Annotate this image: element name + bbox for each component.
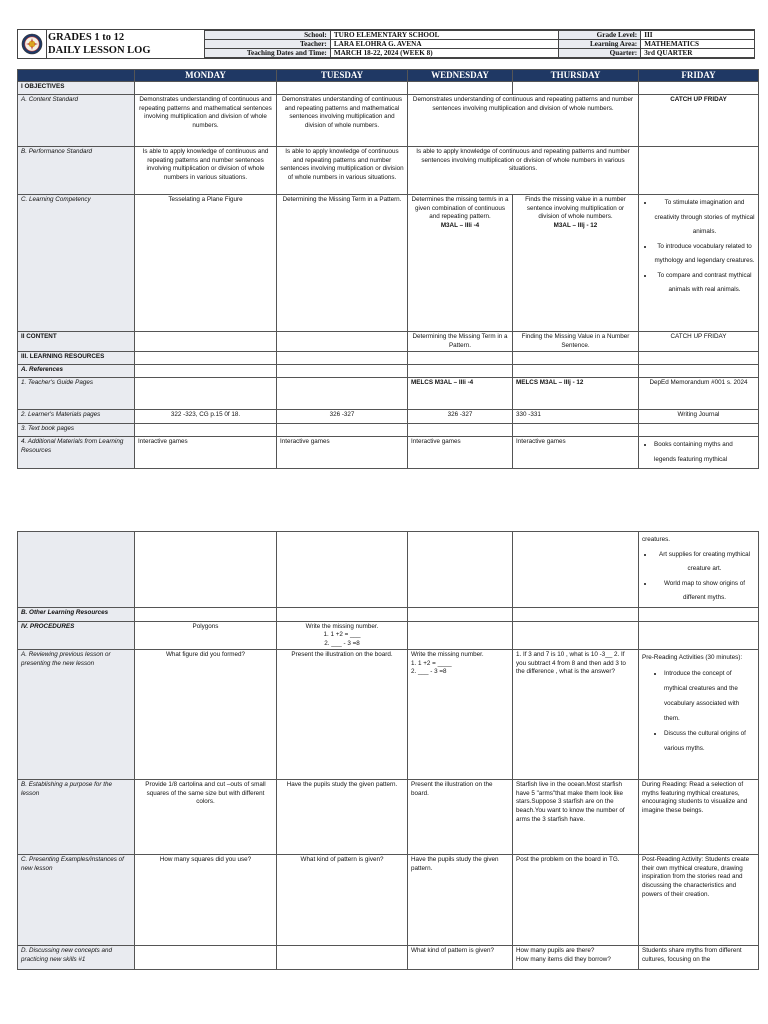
review-row <box>18 650 759 780</box>
discussing-fri: Students share myths from different cultures, focusing on the <box>639 946 759 970</box>
performance-standard-tue: Is able to apply knowledge of continuous and repeating patterns and number sentences involving multiplication or division of whole numbers in various situations. <box>277 147 408 195</box>
competency-fri-item: • To compare and contrast mythical animals with real animals. <box>654 269 755 298</box>
competency-label: C. Learning Competency <box>18 195 135 332</box>
area-value: MATHEMATICS <box>641 40 755 49</box>
title-line-2: DAILY LESSON LOG <box>48 45 151 56</box>
procedures-label: IV. PROCEDURES <box>18 621 135 650</box>
performance-standard-mon: Is able to apply knowledge of continuous and repeating patterns and number sentences involving multiplication or division of whole numbers in various situations. <box>135 147 277 195</box>
references-label: A. References <box>18 365 135 378</box>
textbook-label: 3. Text book pages <box>18 424 135 437</box>
discussing-thu-line: How many pupils are there? <box>516 947 595 955</box>
objectives-row <box>18 82 759 95</box>
competency-mon: Tesselating a Plane Figure <box>135 195 277 332</box>
competency-wed <box>408 195 513 332</box>
lesson-table-page-1 <box>17 69 759 469</box>
discussing-row <box>18 946 759 970</box>
additional-wed: Interactive games <box>408 437 513 469</box>
competency-thu <box>513 195 639 332</box>
log-title <box>48 31 203 57</box>
learner-materials-tue: 326 -327 <box>277 410 408 424</box>
content-label: II CONTENT <box>18 332 135 352</box>
learner-materials-label: 2. Learner's Materials pages <box>18 410 135 424</box>
additional-tue: Interactive games <box>277 437 408 469</box>
learner-materials-wed: 326 -327 <box>408 410 513 424</box>
purpose-row <box>18 780 759 855</box>
purpose-label: B. Establishing a purpose for the lesson <box>18 780 135 855</box>
teacher-value: LARA ELOHRA G. AVENA <box>330 40 559 49</box>
learner-materials-mon: 322 -323, CG p.15 0f 18. <box>135 410 277 424</box>
additional-fri-creatures: creatures. <box>642 536 670 543</box>
competency-fri-item: • To introduce vocabulary related to mythology and legendary creatures. <box>654 240 755 269</box>
review-wed <box>408 650 513 780</box>
additional-fri-part-1 <box>639 437 759 469</box>
resources-row <box>18 352 759 365</box>
additional-continued-row <box>18 532 759 608</box>
presenting-tue: What kind of pattern is given? <box>277 855 408 946</box>
additional-fri-item: • World map to show origins of different myths. <box>654 577 755 606</box>
deped-seal-icon <box>18 30 47 58</box>
review-tue: Present the illustration on the board. <box>277 650 408 780</box>
content-standard-tue: Demonstrates understanding of continuous and repeating patterns and mathematical sentences involving multiplication and division of whole numbers. <box>277 95 408 147</box>
teacher-guide-row <box>18 378 759 410</box>
purpose-fri: During Reading: Read a selection of myths featuring mythical creatures, encouraging students to visualize and imagine these beings. <box>639 780 759 855</box>
content-standard-row <box>18 95 759 147</box>
resources-label: III. LEARNING RESOURCES <box>18 352 135 365</box>
review-wed-line: Write the missing number. <box>411 651 484 659</box>
teacher-guide-fri: DepEd Memorandum #001 s. 2024 <box>639 378 759 410</box>
dates-label: Teaching Dates and Time: <box>205 49 331 58</box>
additional-materials-row <box>18 437 759 469</box>
teacher-guide-label: 1. Teacher's Guide Pages <box>18 378 135 410</box>
day-friday: FRIDAY <box>639 70 759 82</box>
title-line-1: GRADES 1 to 12 <box>48 32 125 43</box>
header-blank <box>18 70 135 82</box>
competency-fri <box>639 195 759 332</box>
performance-standard-row <box>18 147 759 195</box>
presenting-label: C. Presenting Examples/instances of new lesson <box>18 855 135 946</box>
day-header-row <box>18 70 759 82</box>
learner-materials-fri: Writing Journal <box>639 410 759 424</box>
review-wed-line: 2. ___ - 3 =8 <box>411 668 447 676</box>
day-wednesday: WEDNESDAY <box>408 70 513 82</box>
discussing-thu <box>513 946 639 970</box>
day-thursday: THURSDAY <box>513 70 639 82</box>
additional-mon: Interactive games <box>135 437 277 469</box>
school-value: TURO ELEMENTARY SCHOOL <box>330 31 559 40</box>
grade-label: Grade Level: <box>559 31 641 40</box>
dates-value: MARCH 18-22, 2024 (WEEK 8) <box>330 49 559 58</box>
header-block <box>17 29 755 59</box>
presenting-thu: Post the problem on the board in TG. <box>513 855 639 946</box>
additional-fri-part-2 <box>639 532 759 608</box>
additional-fri-books: • Books containing myths and legends featuring mythical <box>654 438 755 467</box>
lesson-table-page-2 <box>17 531 759 970</box>
learner-materials-thu: 330 -331 <box>513 410 639 424</box>
other-resources-row <box>18 607 759 621</box>
procedures-row <box>18 621 759 650</box>
teacher-label: Teacher: <box>205 40 331 49</box>
teacher-guide-wed: MELCS M3AL – IIIi -4 <box>408 378 513 410</box>
procedures-tue <box>277 621 408 650</box>
day-monday: MONDAY <box>135 70 277 82</box>
textbook-row <box>18 424 759 437</box>
discussing-thu-line: How many items did they borrow? <box>516 955 611 963</box>
content-fri: CATCH UP FRIDAY <box>639 332 759 352</box>
content-standard-label: A. Content Standard <box>18 95 135 147</box>
competency-thu-code: M3AL – IIIj - 12 <box>553 221 598 229</box>
performance-standard-wed-thu: Is able to apply knowledge of continuous and repeating patterns and number sentences involving multiplication or division of whole numbers in various situations. <box>408 147 639 195</box>
school-label: School: <box>205 31 331 40</box>
content-standard-fri: CATCH UP FRIDAY <box>639 95 759 147</box>
learner-materials-row <box>18 410 759 424</box>
purpose-wed: Present the illustration on the board. <box>408 780 513 855</box>
additional-fri-item: • Art supplies for creating mythical creature art. <box>654 548 755 577</box>
procedures-tue-line: Write the missing number. <box>305 622 379 630</box>
purpose-thu: Starfish live in the ocean.Most starfish have 5 "arms"that make them look like stars.Suppose 3 starfish are on the beach.You want to know the number of arms the 3 starfish have. <box>513 780 639 855</box>
competency-tue: Determining the Missing Term in a Pattern. <box>277 195 408 332</box>
discussing-label: D. Discussing new concepts and practicing new skills #1 <box>18 946 135 970</box>
competency-wed-text: Determines the missing term/s in a given combination of continuous and repeating pattern. <box>411 196 509 221</box>
review-fri-item: • Discuss the cultural origins of various myths. <box>664 726 755 756</box>
header-info-grid <box>204 30 755 58</box>
content-standard-wed-thu: Demonstrates understanding of continuous and repeating patterns and number sentences involving multiplication and division of whole numbers. <box>408 95 639 147</box>
presenting-row <box>18 855 759 946</box>
grade-value: III <box>641 31 755 40</box>
teacher-guide-thu: MELCS M3AL – IIIj - 12 <box>513 378 639 410</box>
review-fri <box>639 650 759 780</box>
review-mon: What figure did you formed? <box>135 650 277 780</box>
day-tuesday: TUESDAY <box>277 70 408 82</box>
quarter-label: Quarter: <box>559 49 641 58</box>
area-label: Learning Area: <box>559 40 641 49</box>
procedures-mon: Polygons <box>135 621 277 650</box>
quarter-value: 3rd QUARTER <box>641 49 755 58</box>
competency-thu-text: Finds the missing value in a number sentence involving multiplication or division of whole numbers. <box>525 196 626 221</box>
review-fri-item: • Introduce the concept of mythical creatures and the vocabulary associated with them. <box>664 666 755 726</box>
review-fri-intro: Pre-Reading Activities (30 minutes): <box>642 654 743 662</box>
additional-thu: Interactive games <box>513 437 639 469</box>
purpose-mon: Provide 1/8 cartolina and cut –outs of small squares of the same size but with different colors. <box>135 780 277 855</box>
procedures-tue-line: 1. 1 +2 = ___ <box>323 631 361 639</box>
presenting-wed: Have the pupils study the given pattern. <box>408 855 513 946</box>
presenting-mon: How many squares did you use? <box>135 855 277 946</box>
references-row <box>18 365 759 378</box>
review-thu: 1. If 3 and 7 is 10 , what is 10 -3__ 2. If you subtract 4 from 8 and then add 3 to the difference , what is the answer? <box>513 650 639 780</box>
additional-materials-label: 4. Additional Materials from Learning Resources <box>18 437 135 469</box>
competency-fri-item: • To stimulate imagination and creativity through stories of mythical animals. <box>654 196 755 240</box>
content-standard-mon: Demonstrates understanding of continuous and repeating patterns and mathematical sentences involving multiplication and division of whole numbers. <box>135 95 277 147</box>
procedures-tue-line: 2. ___ - 3 =8 <box>324 639 360 647</box>
other-resources-label: B. Other Learning Resources <box>18 607 135 621</box>
discussing-wed: What kind of pattern is given? <box>408 946 513 970</box>
review-wed-line: 1. 1 +2 = ____ <box>411 659 452 667</box>
content-thu: Finding the Missing Value in a Number Sentence. <box>513 332 639 352</box>
content-wed: Determining the Missing Term in a Pattern. <box>408 332 513 352</box>
competency-row <box>18 195 759 332</box>
review-label: A. Reviewing previous lesson or presenting the new lesson <box>18 650 135 780</box>
competency-wed-code: M3AL – IIIi -4 <box>440 221 480 229</box>
content-row <box>18 332 759 352</box>
purpose-tue: Have the pupils study the given pattern. <box>277 780 408 855</box>
objectives-label: I OBJECTIVES <box>18 82 135 95</box>
presenting-fri: Post-Reading Activity: Students create their own mythical creature, drawing inspiration from the stories read and discussing the characteristics and powers of their creation. <box>639 855 759 946</box>
performance-standard-label: B. Performance Standard <box>18 147 135 195</box>
